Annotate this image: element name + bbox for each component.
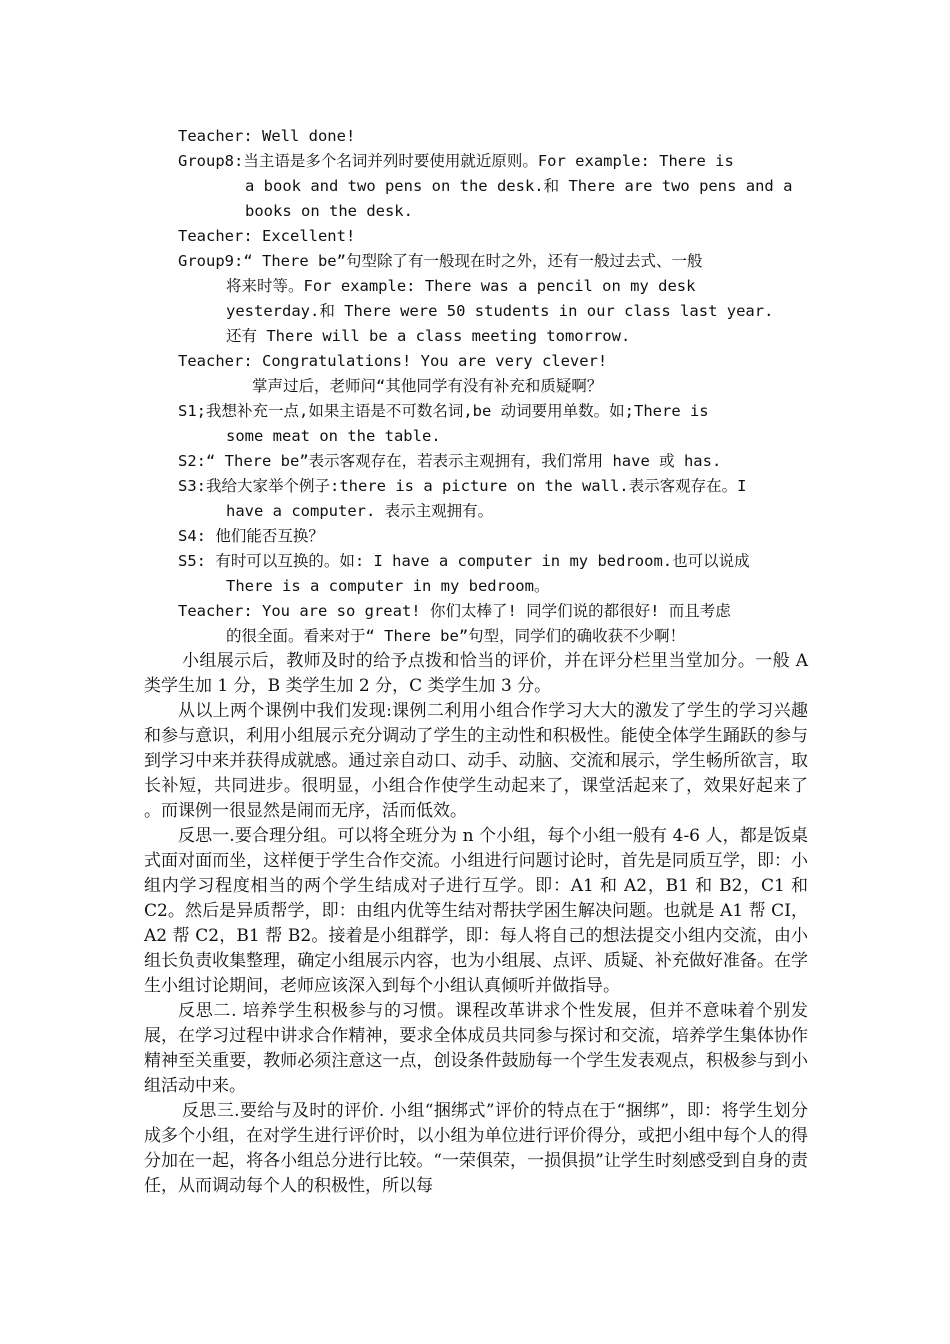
paragraph: 反思一.要合理分组。可以将全班分为 n 个小组，每个小组一般有 4-6 人，都是饭桌式面对面而坐，这样便于学生合作交流。小组进行问题讨论时，首先是同质互学，即：小组内学习程度相当的两个学生结成对子进行互学。即：A1 和 A2，B1 和 B2，C1 和 C2。然后是异质帮学，即：由组内优等生结对帮扶学困生解决问题。也就是 A1 帮 CI，A2 帮 C2，B1 帮 B2。接着是小组群学，即：每人将自己的想法提交小组内交流，由小组长负责收集整理，确定小组展示内容，也为小组展、点评、质疑、补充做好准备。在学生小组讨论期间，老师应该深入到每个小组认真倾听并做指导。 [144, 826, 808, 996]
line-text: 将来时等。For example: There was a pencil on my desk [226, 277, 696, 295]
dialogue-line [178, 599, 818, 649]
paragraph: 小组展示后，教师及时的给予点拨和恰当的评价，并在评分栏里当堂加分。一般 A 类学生加 1 分，B 类学生加 2 分，C 类学生加 3 分。 [144, 651, 808, 696]
dialogue-line [178, 249, 818, 349]
paragraph: 反思三.要给与及时的评价. 小组“捆绑式”评价的特点在于“捆绑”，即：将学生划分成多个小组，在对学生进行评价时，以小组为单位进行评价得分，或把小组中每个人的得分加在一起，将各小组总分进行比较。“一荣俱荣，一损俱损”让学生时刻感受到自身的责任，从而调动每个人的积极性，所以每 [144, 1101, 808, 1196]
line-text: Teacher: Excellent! [178, 227, 356, 245]
body-text [144, 649, 808, 1199]
dialogue-line [178, 124, 818, 149]
line-text: There is a computer in my bedroom。 [226, 577, 550, 595]
dialogue-line [178, 349, 818, 374]
line-text: 的很全面。看来对于“ There be”句型，同学们的确收获不少啊！ [226, 627, 686, 645]
line-text: Teacher: Well done! [178, 127, 356, 145]
dialogue-line [178, 474, 818, 524]
line-text: a book and two pens on the desk.和 There are two pens and a [245, 177, 793, 195]
dialogue-line [178, 449, 818, 474]
line-text: 还有 There will be a class meeting tomorrow. [226, 327, 631, 345]
line-text: S2:“ There be”表示客观存在，若表示主观拥有，我们常用 have 或 has. [178, 452, 722, 470]
line-text: yesterday.和 There were 50 students in our class last year. [226, 302, 774, 320]
dialogue-line [178, 374, 818, 399]
line-text: S4: 他们能否互换？ [178, 527, 324, 545]
dialogue-line [178, 224, 818, 249]
line-text: Teacher: Congratulations! You are very clever! [178, 352, 608, 370]
line-text: have a computer. 表示主观拥有。 [226, 502, 494, 520]
dialogue-line [178, 149, 818, 224]
dialogue-line [178, 549, 818, 599]
dialogue-line [178, 399, 818, 449]
line-text: some meat on the table. [226, 427, 441, 445]
line-text: 掌声过后，老师问“其他同学有没有补充和质疑啊？ [252, 377, 603, 395]
line-text: Teacher: You are so great! 你们太棒了! 同学们说的都很好! 而且考虑 [178, 602, 731, 620]
line-text: books on the desk. [245, 202, 413, 220]
line-text: Group8:当主语是多个名词并列时要使用就近原则。For example: There is [178, 152, 734, 170]
line-text: Group9:“ There be”句型除了有一般现在时之外，还有一般过去式、一般 [178, 252, 703, 270]
line-text: S3:我给大家举个例子:there is a picture on the wall.表示客观存在。I [178, 477, 747, 495]
line-text: S5: 有时可以互换的。如: I have a computer in my bedroom.也可以说成 [178, 552, 750, 570]
paragraph: 从以上两个课例中我们发现:课例二利用小组合作学习大大的激发了学生的学习兴趣和参与意识，利用小组展示充分调动了学生的主动性和积极性。能使全体学生踊跃的参与到学习中来并获得成就感。通过亲自动口、动手、动脑、交流和展示，学生畅所欲言，取长补短，共同进步。很明显，小组合作使学生动起来了，课堂活起来了，效果好起来了 。而课例一很显然是闹而无序，活而低效。 [144, 701, 808, 821]
dialogue-line [178, 524, 818, 549]
paragraph: 反思二. 培养学生积极参与的习惯。课程改革讲求个性发展，但并不意味着个别发展，在学习过程中讲求合作精神，要求全体成员共同参与探讨和交流，培养学生集体协作精神至关重要，教师必须注意这一点，创设条件鼓励每一个学生发表观点，积极参与到小组活动中来。 [144, 1001, 808, 1096]
line-text: S1;我想补充一点,如果主语是不可数名词,be 动词要用单数。如;There is [178, 402, 709, 420]
